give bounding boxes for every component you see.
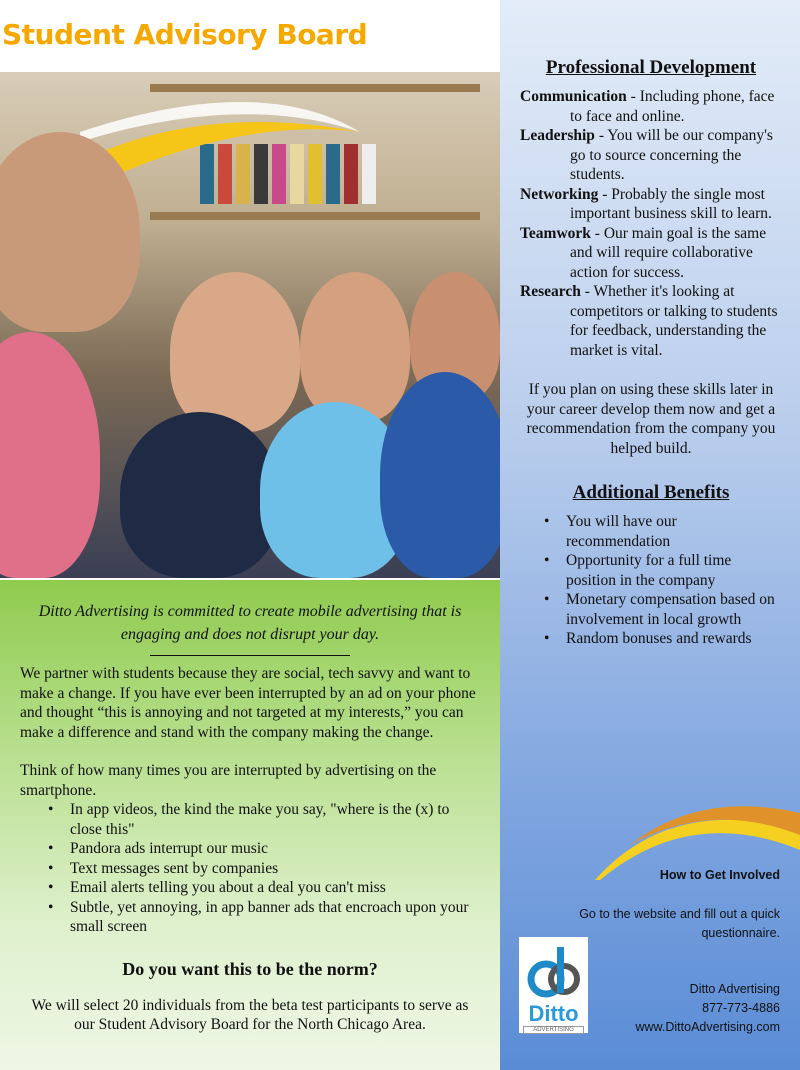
- list-item: • Pandora ads interrupt our music: [20, 839, 480, 859]
- benefit-item: • Random bonuses and rewards: [516, 629, 782, 649]
- benefit-item: • Monetary compensation based on involvement in local growth: [516, 590, 782, 629]
- intro-paragraph: We partner with students because they are social, tech savvy and want to make a change. If you have ever been interrupted by an ad on your phone and thought “this is annoying and not targeted at my interests,” you can make a difference and stand with the company making the change.: [20, 665, 476, 741]
- involved-heading: How to Get Involved: [659, 868, 780, 882]
- ditto-logo: Ditto ADVERTISING: [519, 937, 588, 1033]
- skill-item: Networking - Probably the single most important business skill to learn.: [520, 185, 772, 222]
- contact-company: Ditto Advertising: [689, 982, 780, 996]
- benefits-heading: Additional Benefits: [572, 482, 730, 503]
- list-item: • Subtle, yet annoying, in app banner ads that encroach upon your small screen: [20, 898, 480, 937]
- pro-dev-heading: Professional Development: [545, 57, 757, 78]
- info-panel: [0, 580, 500, 1070]
- question-heading: Do you want this to be the norm?: [122, 958, 378, 979]
- list-item: • In app videos, the kind the make you say, "where is the (x) to close this": [20, 800, 480, 839]
- divider: [150, 655, 350, 656]
- interruptions-paragraph: Think of how many times you are interrupted by advertising on the smartphone.: [20, 762, 437, 799]
- closing-paragraph: We will select 20 individuals from the beta test participants to serve as our Student Advisory Board for the North Chicago Area.: [31, 996, 469, 1033]
- skill-item: Teamwork - Our main goal is the same and will require collaborative action for success.: [520, 224, 767, 281]
- page-title: Student Advisory Board: [2, 18, 368, 51]
- pro-dev-closing: If you plan on using these skills later in your career develop them now and get a recommendation from the company you helped build.: [526, 381, 776, 457]
- right-sidebar: [500, 0, 800, 1070]
- benefit-item: • You will have our recommendation: [516, 512, 782, 551]
- tagline: Ditto Advertising is committed to create mobile advertising that is engaging and does not disrupt your day.: [38, 603, 462, 643]
- students-photo: [0, 72, 500, 578]
- involved-text: Go to the website and fill out a quick questionnaire.: [579, 907, 780, 940]
- skill-item: Communication - Including phone, face to face and online.: [520, 88, 775, 125]
- benefit-item: • Opportunity for a full time position in the company: [516, 551, 782, 590]
- list-item: • Email alerts telling you about a deal you can't miss: [20, 878, 480, 898]
- skill-item: Leadership - You will be our company's go to source concerning the students.: [520, 127, 773, 183]
- contact-phone: 877-773-4886: [702, 1001, 780, 1015]
- contact-website[interactable]: www.DittoAdvertising.com: [635, 1020, 780, 1034]
- list-item: • Text messages sent by companies: [20, 859, 480, 879]
- skill-item: Research - Whether it's looking at competitors or talking to students for feedback, understanding the market is vital.: [520, 283, 778, 359]
